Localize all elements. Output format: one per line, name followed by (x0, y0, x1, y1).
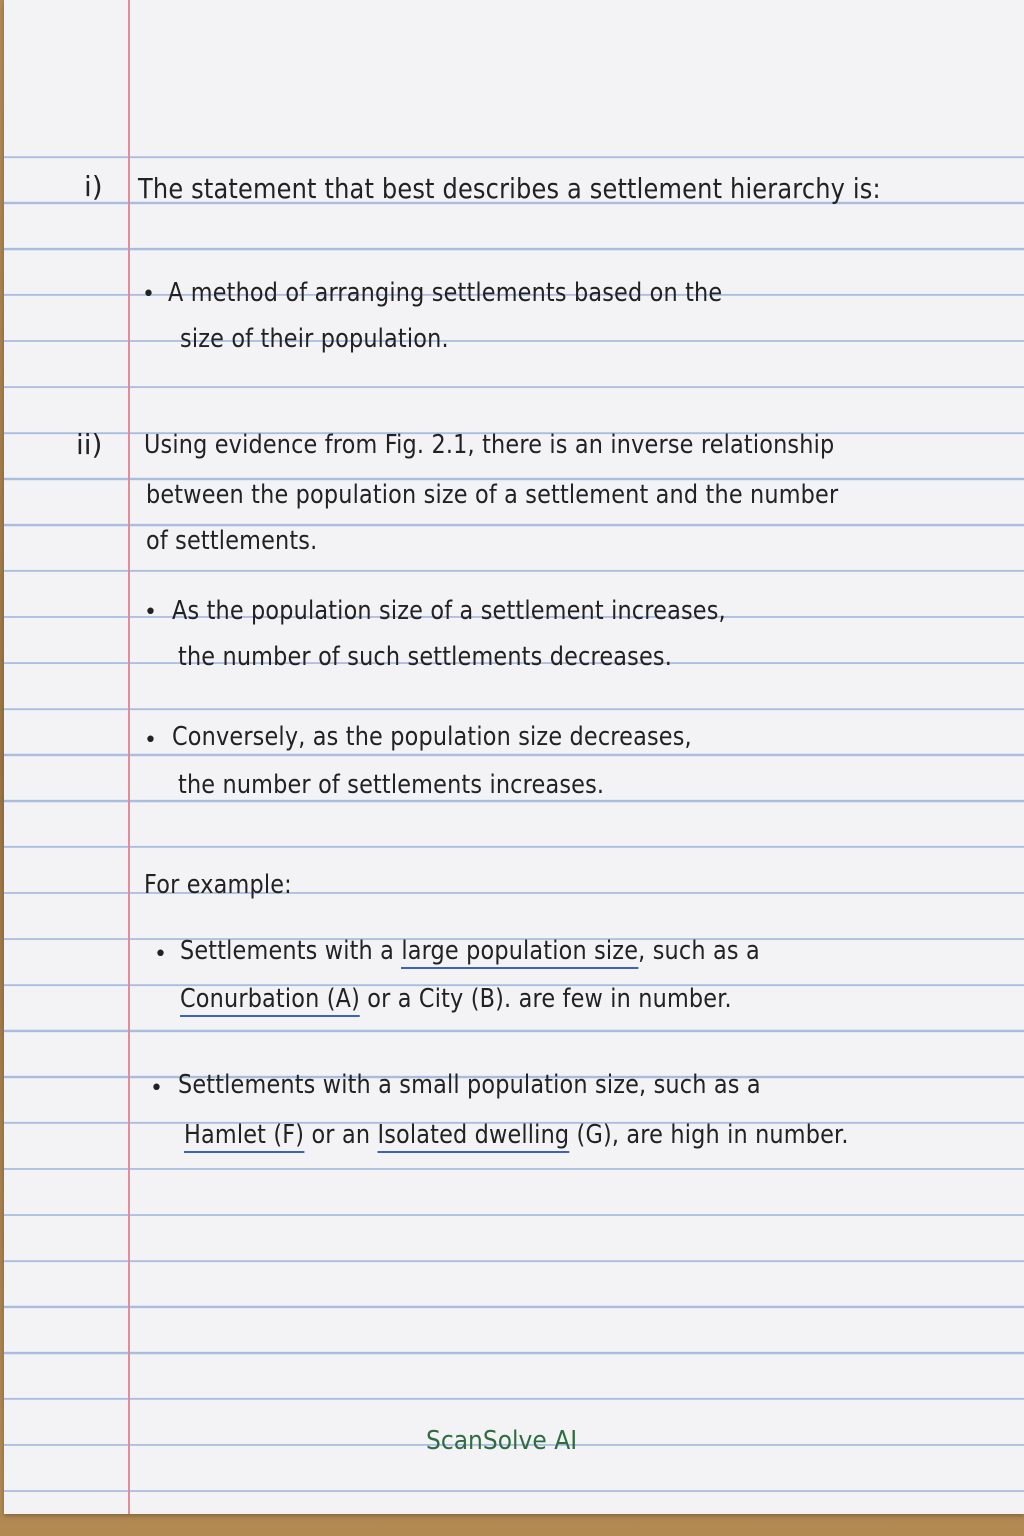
bullet-icon: • (154, 942, 167, 967)
margin-line (128, 0, 130, 1514)
example1-underlined-phrase: large population size (401, 936, 638, 969)
bullet-icon: • (150, 1076, 163, 1101)
example1-pre: Settlements with a (180, 936, 402, 966)
examples-heading: For example: (144, 870, 292, 900)
example2-line2 (184, 1120, 849, 1150)
example2-underlined-isolated-dwelling: Isolated dwelling (377, 1120, 569, 1153)
brand-watermark: ScanSolve AI (426, 1426, 578, 1456)
example2-mid: or an (304, 1120, 378, 1150)
example1-line2-underlined: Conurbation (A) (180, 984, 360, 1017)
part-ii-intro-line2: between the population size of a settlement and the number (146, 480, 839, 510)
part-ii-intro-line3: of settlements. (146, 526, 318, 556)
part-i-answer-line2: size of their population. (180, 324, 449, 354)
lined-paper-sheet (4, 0, 1024, 1514)
bullet-icon: • (144, 728, 157, 753)
part-ii-bullet2-line1: Conversely, as the population size decreases, (172, 722, 692, 752)
example1-line2-post: or a City (B). are few in number. (359, 984, 732, 1014)
example1-line2 (180, 984, 732, 1014)
part-i-answer-line1: A method of arranging settlements based on the (168, 278, 723, 308)
part-ii-bullet1-line2: the number of such settlements decreases. (178, 642, 673, 672)
example2-post: (G), are high in number. (569, 1120, 849, 1150)
bullet-icon: • (142, 282, 155, 307)
part-i-question: The statement that best describes a settlement hierarchy is: (138, 172, 881, 205)
part-i-label: i) (84, 170, 103, 203)
example1-line1 (180, 936, 760, 966)
part-ii-label: ii) (76, 428, 103, 461)
part-ii-bullet1-line1: As the population size of a settlement increases, (172, 596, 726, 626)
example2-underlined-hamlet: Hamlet (F) (184, 1120, 304, 1153)
part-ii-bullet2-line2: the number of settlements increases. (178, 770, 605, 800)
example2-line1: Settlements with a small population size, such as a (178, 1070, 761, 1100)
bullet-icon: • (144, 600, 157, 625)
part-ii-intro-line1: Using evidence from Fig. 2.1, there is an inverse relationship (144, 430, 835, 460)
example1-post: , such as a (638, 936, 760, 966)
